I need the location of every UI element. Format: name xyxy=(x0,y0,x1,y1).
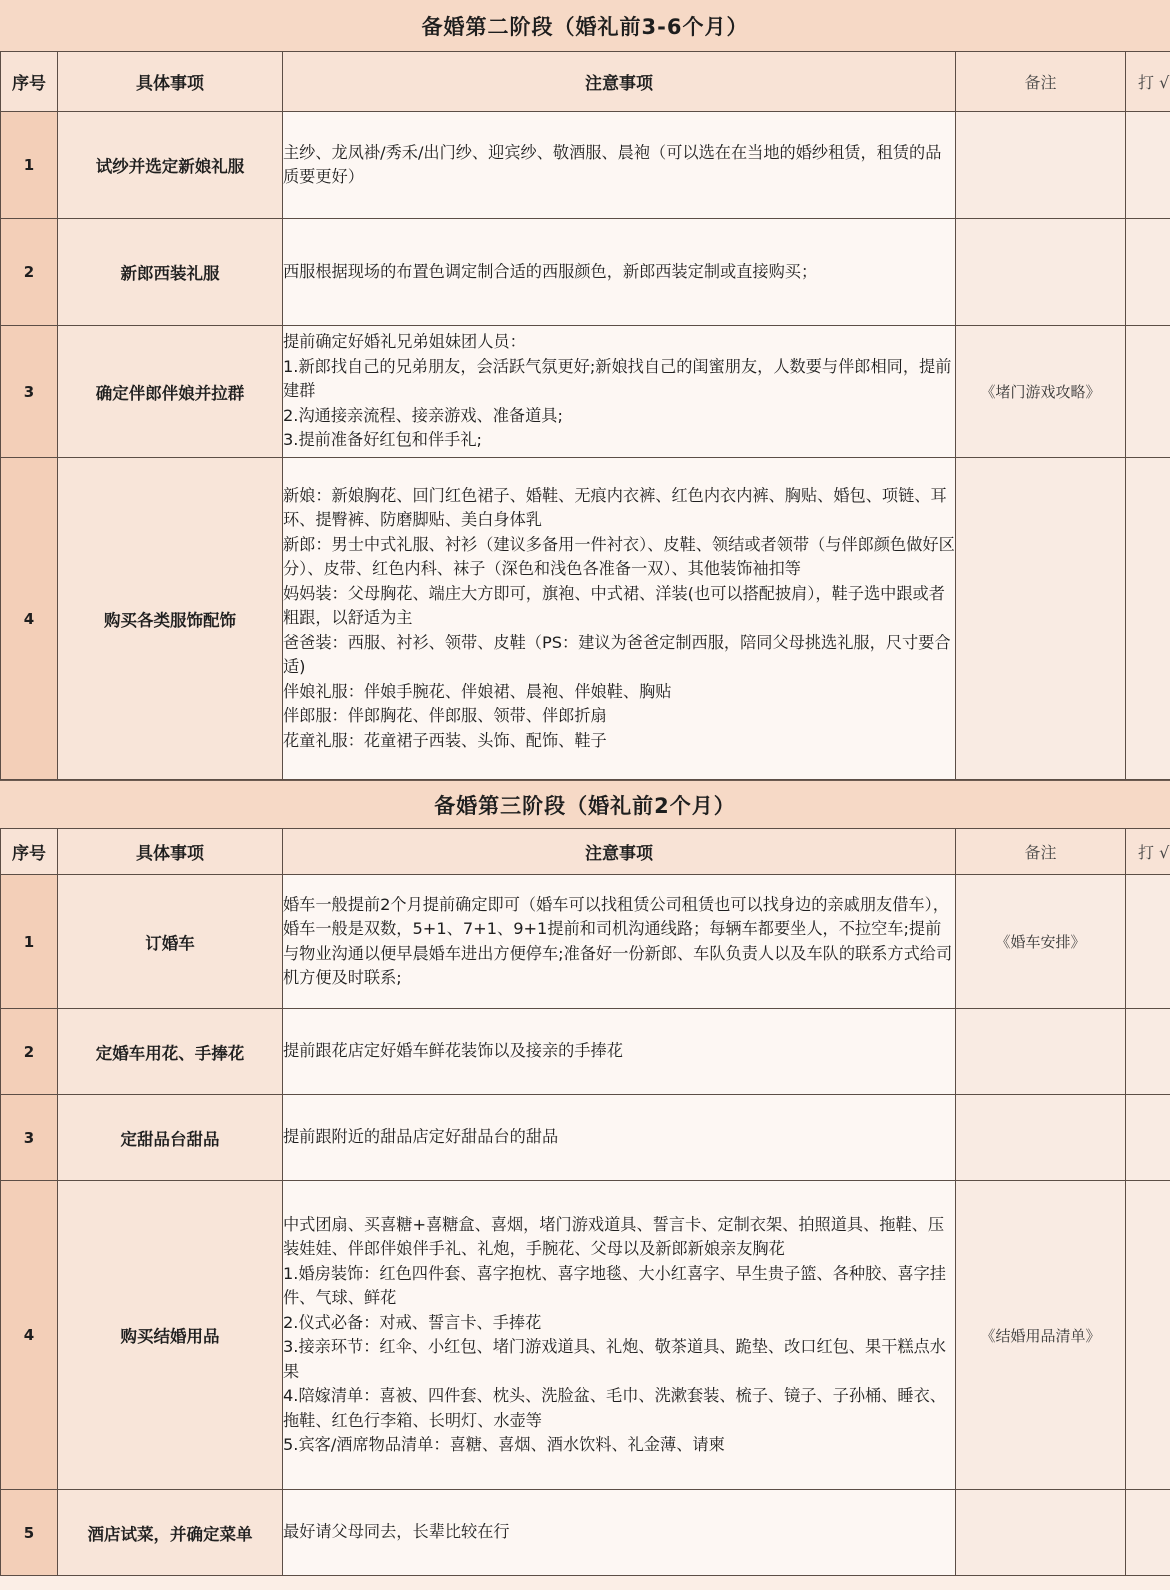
header-remark: 备注 xyxy=(956,52,1126,112)
table-row xyxy=(1,1181,1170,1490)
header-no: 序号 xyxy=(1,52,58,112)
row-remark: 《结婚用品清单》 xyxy=(956,1181,1126,1490)
notes-line: 婚车一般提前2个月提前确定即可（婚车可以找租赁公司租赁也可以找身边的亲戚朋友借车），婚车一般是双数，5+1、7+1、9+1提前和司机沟通线路；每辆车都要坐人，不拉空车;提前与物业沟通以便早晨婚车进出方便停车;准备好一份新郎、车队负责人以及车队的联系方式给司机方便及时联系; xyxy=(283,894,953,987)
row-item: 新郎西装礼服 xyxy=(58,219,283,326)
row-item: 购买各类服饰配饰 xyxy=(58,458,283,780)
row-item: 订婚车 xyxy=(58,875,283,1009)
row-number: 3 xyxy=(1,1095,58,1181)
notes-line: 伴郎服：伴郎胸花、伴郎服、领带、伴郎折扇 xyxy=(283,706,607,726)
section-title-stage-2: 备婚第二阶段（婚礼前3-6个月） xyxy=(0,0,1170,52)
table-row xyxy=(1,326,1170,458)
row-number: 1 xyxy=(1,112,58,219)
stage-2-table xyxy=(0,51,1170,780)
row-check-cell[interactable] xyxy=(1126,219,1170,326)
row-item: 酒店试菜，并确定菜单 xyxy=(58,1490,283,1576)
row-number: 4 xyxy=(1,458,58,780)
row-check-cell[interactable] xyxy=(1126,326,1170,458)
row-check-cell[interactable] xyxy=(1126,875,1170,1009)
header-check: 打 √ xyxy=(1126,52,1170,112)
notes-line: 最好请父母同去，长辈比较在行 xyxy=(283,1522,510,1542)
notes-line: 妈妈装：父母胸花、端庄大方即可，旗袍、中式裙、洋装(也可以搭配披肩），鞋子选中跟或者粗跟，以舒适为主 xyxy=(283,583,945,628)
notes-line: 花童礼服：花童裙子西装、头饰、配饰、鞋子 xyxy=(283,730,607,750)
row-number: 1 xyxy=(1,875,58,1009)
notes-line: 1.新郎找自己的兄弟朋友，会活跃气氛更好;新娘找自己的闺蜜朋友，人数要与伴郎相同，提前建群 xyxy=(283,356,952,401)
table-row xyxy=(1,112,1170,219)
header-notes: 注意事项 xyxy=(283,52,956,112)
row-notes xyxy=(283,875,956,1009)
notes-line: 新郎：男士中式礼服、衬衫（建议多备用一件衬衣）、皮鞋、领结或者领带（与伴郎颜色做好区分）、皮带、红色内科、袜子（深色和浅色各准备一双）、其他装饰袖扣等 xyxy=(283,534,955,579)
notes-line: 提前跟附近的甜品店定好甜品台的甜品 xyxy=(283,1127,559,1147)
notes-line: 中式团扇、买喜糖+喜糖盒、喜烟，堵门游戏道具、誓言卡、定制衣架、拍照道具、拖鞋、压装娃娃、伴郎伴娘伴手礼、礼炮，手腕花、父母以及新郎新娘亲友胸花 xyxy=(283,1214,945,1258)
row-remark: 《堵门游戏攻略》 xyxy=(956,326,1126,458)
notes-line: 提前跟花店定好婚车鲜花装饰以及接亲的手捧花 xyxy=(283,1041,623,1061)
notes-line: 5.宾客/酒席物品清单：喜糖、喜烟、酒水饮料、礼金薄、请柬 xyxy=(283,1435,725,1454)
row-item: 购买结婚用品 xyxy=(58,1181,283,1490)
notes-line: 伴娘礼服：伴娘手腕花、伴娘裙、晨袍、伴娘鞋、胸贴 xyxy=(283,681,672,701)
row-remark xyxy=(956,458,1126,780)
row-check-cell[interactable] xyxy=(1126,1009,1170,1095)
row-remark xyxy=(956,112,1126,219)
table-row xyxy=(1,1009,1170,1095)
notes-line: 新娘：新娘胸花、回门红色裙子、婚鞋、无痕内衣裤、红色内衣内裤、胸贴、婚包、项链、耳环、提臀裤、防磨脚贴、美白身体乳 xyxy=(283,485,947,530)
row-remark: 《婚车安排》 xyxy=(956,875,1126,1009)
row-item: 定婚车用花、手捧花 xyxy=(58,1009,283,1095)
row-item: 确定伴郎伴娘并拉群 xyxy=(58,326,283,458)
header-notes: 注意事项 xyxy=(283,829,956,875)
header-no: 序号 xyxy=(1,829,58,875)
header-remark: 备注 xyxy=(956,829,1126,875)
table-row xyxy=(1,875,1170,1009)
row-number: 3 xyxy=(1,326,58,458)
row-notes xyxy=(283,458,956,780)
table-header-row xyxy=(1,52,1170,112)
row-check-cell[interactable] xyxy=(1126,112,1170,219)
row-remark xyxy=(956,1095,1126,1181)
table-row xyxy=(1,458,1170,780)
table-row xyxy=(1,219,1170,326)
table-header-row xyxy=(1,829,1170,875)
notes-line: 西服根据现场的布置色调定制合适的西服颜色，新郎西装定制或直接购买； xyxy=(283,261,818,281)
row-remark xyxy=(956,1490,1126,1576)
notes-line: 爸爸装：西服、衬衫、领带、皮鞋（PS：建议为爸爸定制西服，陪同父母挑选礼服，尺寸要合适) xyxy=(283,632,951,677)
row-notes xyxy=(283,1181,956,1490)
notes-line: 4.陪嫁清单：喜被、四件套、枕头、洗脸盆、毛巾、洗漱套装、梳子、镜子、子孙桶、睡衣、拖鞋、红色行李箱、长明灯、水壶等 xyxy=(283,1386,946,1430)
row-check-cell[interactable] xyxy=(1126,1490,1170,1576)
row-notes xyxy=(283,219,956,326)
table-row xyxy=(1,1490,1170,1576)
notes-line: 提前确定好婚礼兄弟姐妹团人员： xyxy=(283,332,526,352)
row-check-cell[interactable] xyxy=(1126,458,1170,780)
row-notes xyxy=(283,112,956,219)
row-check-cell[interactable] xyxy=(1126,1095,1170,1181)
row-remark xyxy=(956,1009,1126,1095)
header-check: 打 √ xyxy=(1126,829,1170,875)
row-number: 5 xyxy=(1,1490,58,1576)
row-number: 2 xyxy=(1,1009,58,1095)
header-item: 具体事项 xyxy=(58,829,283,875)
stage-3-table xyxy=(0,828,1170,1576)
row-remark xyxy=(956,219,1126,326)
row-number: 2 xyxy=(1,219,58,326)
row-notes xyxy=(283,1009,956,1095)
row-notes xyxy=(283,326,956,458)
notes-line: 3.提前准备好红包和伴手礼; xyxy=(283,430,482,450)
row-number: 4 xyxy=(1,1181,58,1490)
notes-line: 主纱、龙凤褂/秀禾/出门纱、迎宾纱、敬酒服、晨袍（可以选在在当地的婚纱租赁，租赁的品质要更好） xyxy=(283,142,942,186)
table-row xyxy=(1,1095,1170,1181)
header-item: 具体事项 xyxy=(58,52,283,112)
row-notes xyxy=(283,1490,956,1576)
notes-line: 3.接亲环节：红伞、小红包、堵门游戏道具、礼炮、敬茶道具、跪垫、改口红包、果干糕点水果 xyxy=(283,1337,946,1381)
notes-line: 2.仪式必备：对戒、誓言卡、手捧花 xyxy=(283,1312,542,1332)
notes-line: 2.沟通接亲流程、接亲游戏、准备道具; xyxy=(283,405,563,425)
section-title-stage-3: 备婚第三阶段（婚礼前2个月） xyxy=(0,780,1170,830)
row-item: 试纱并选定新娘礼服 xyxy=(58,112,283,219)
row-notes xyxy=(283,1095,956,1181)
notes-line: 1.婚房装饰：红色四件套、喜字抱枕、喜字地毯、大小红喜字、早生贵子篮、各种胶、喜字挂件、气球、鲜花 xyxy=(283,1263,946,1307)
row-item: 定甜品台甜品 xyxy=(58,1095,283,1181)
row-check-cell[interactable] xyxy=(1126,1181,1170,1490)
